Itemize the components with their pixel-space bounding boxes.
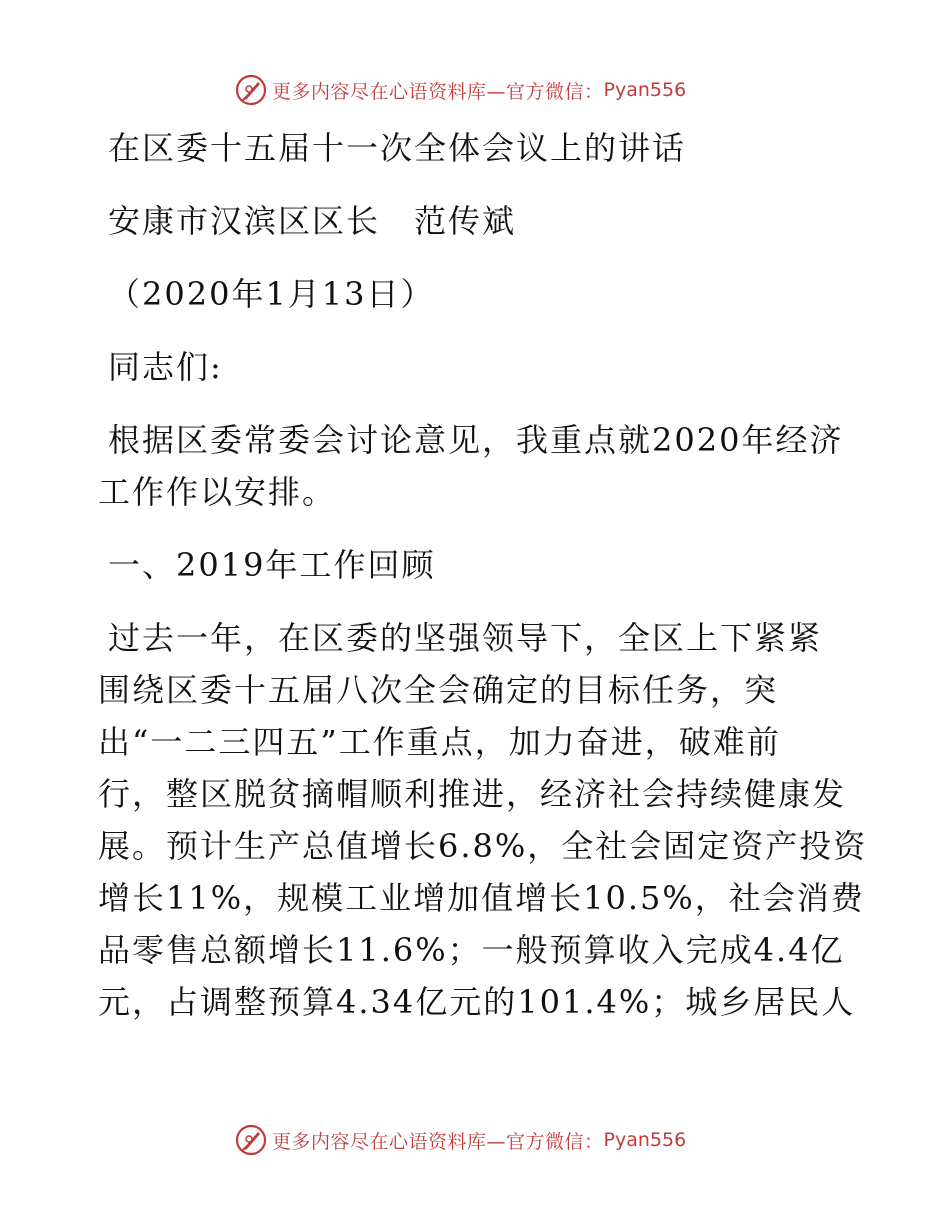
paragraph-line: 行，整区脱贫摘帽顺利推进，经济社会持续健康发 xyxy=(98,775,847,813)
watermark-text: 更多内容尽在心语资料库—官方微信： xyxy=(272,1130,604,1153)
paragraph-line: 出“一二三四五”工作重点，加力奋进，破难前 xyxy=(98,723,781,761)
section-heading: 一、2019年工作回顾 xyxy=(108,546,436,584)
paragraph-line: 元，占调整预算4.34亿元的101.4%；城乡居民人 xyxy=(98,983,856,1021)
watermark-footer xyxy=(234,1122,686,1158)
intro-paragraph xyxy=(98,414,858,518)
body-paragraph xyxy=(98,612,868,1028)
date-line: （2020年1月13日） xyxy=(108,275,435,313)
paragraph-line: 增长11%，规模工业增加值增长10.5%，社会消费 xyxy=(98,879,865,917)
paragraph-line: 过去一年，在区委的坚强领导下，全区上下紧紧 xyxy=(108,619,823,657)
watermark-text: 更多内容尽在心语资料库—官方微信： xyxy=(272,80,604,103)
speaker-line: 安康市汉滨区区长 范传斌 xyxy=(108,202,517,240)
paragraph-line: 围绕区委十五届八次全会确定的目标任务，突 xyxy=(98,671,779,709)
document-title: 在区委十五届十一次全体会议上的讲话 xyxy=(108,129,687,167)
document-body xyxy=(98,122,868,1028)
paragraph-line: 工作作以安排。 xyxy=(98,473,337,511)
paragraph-line: 根据区委常委会讨论意见，我重点就2020年经济 xyxy=(108,421,844,459)
quill-logo-icon xyxy=(234,1123,268,1157)
watermark-handle: Pyan556 xyxy=(603,79,687,101)
quill-logo-icon xyxy=(234,73,268,107)
watermark-header xyxy=(234,72,686,108)
salutation: 同志们: xyxy=(108,348,223,386)
watermark-handle: Pyan556 xyxy=(603,1129,687,1151)
paragraph-line: 展。预计生产总值增长6.8%，全社会固定资产投资 xyxy=(98,827,868,865)
paragraph-line: 品零售总额增长11.6%；一般预算收入完成4.4亿 xyxy=(98,931,845,969)
